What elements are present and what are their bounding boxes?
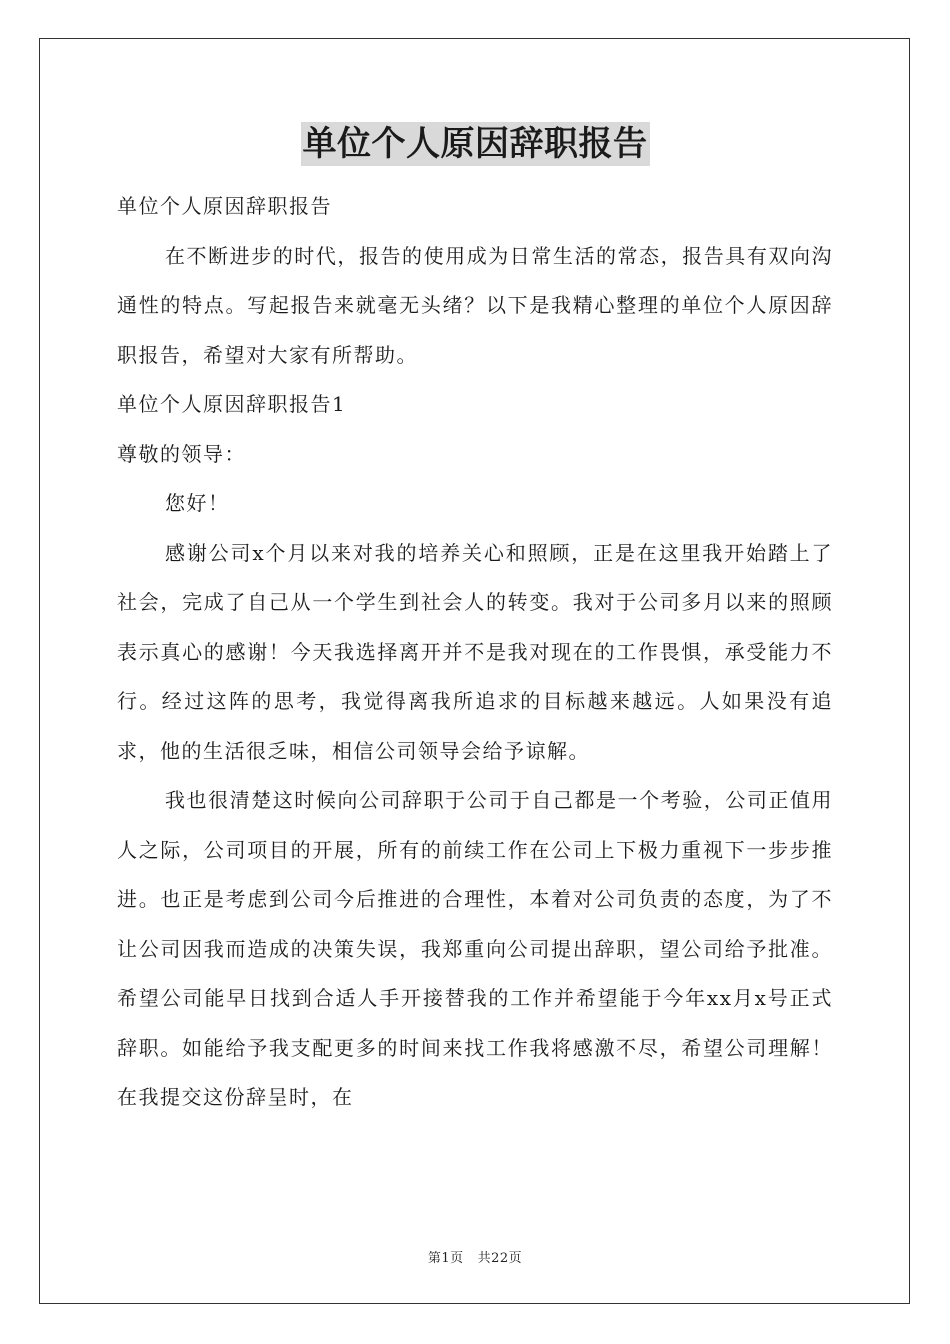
paragraph-heading-1: 单位个人原因辞职报告1 [117, 392, 347, 416]
paragraph-body-2: 我也很清楚这时候向公司辞职于公司于自己都是一个考验，公司正值用人之际，公司项目的开展，所有的前续工作在公司上下极力重视下一步步推进。也正是考虑到公司今后推进的合理性，本着对公司负责的态度，为了不让公司因我而造成的决策失误，我郑重向公司提出辞职，望公司给予批准。希望公司能早日找到合适人手开接替我的工作并希望能于今年xx月x号正式辞职。如能给予我支配更多的时间来找工作我将感激不尽，希望公司理解！在我提交这份辞呈时，在 [117, 788, 833, 1109]
paragraph-greeting: 您好！ [165, 491, 230, 515]
document-body [117, 122, 833, 1123]
page-number: 第1页 [427, 1251, 464, 1266]
page-footer [0, 1247, 950, 1266]
paragraph-intro: 在不断进步的时代，报告的使用成为日常生活的常态，报告具有双向沟通性的特点。写起报告来就毫无头绪？以下是我精心整理的单位个人原因辞职报告，希望对大家有所帮助。 [117, 243, 833, 367]
paragraph-subtitle: 单位个人原因辞职报告 [117, 194, 332, 218]
paragraph-body-1: 感谢公司x个月以来对我的培养关心和照顾，正是在这里我开始踏上了社会，完成了自己从一个学生到社会人的转变。我对于公司多月以来的照顾表示真心的感谢！今天我选择离开并不是我对现在的工作畏惧，承受能力不行。经过这阵的思考，我觉得离我所追求的目标越来越远。人如果没有追求，他的生活很乏味，相信公司领导会给予谅解。 [117, 540, 833, 763]
document-title: 单位个人原因辞职报告 [302, 124, 648, 164]
title-wrap [117, 122, 833, 174]
paragraph-salutation: 尊敬的领导： [117, 441, 246, 466]
page-total: 共22页 [477, 1251, 523, 1266]
